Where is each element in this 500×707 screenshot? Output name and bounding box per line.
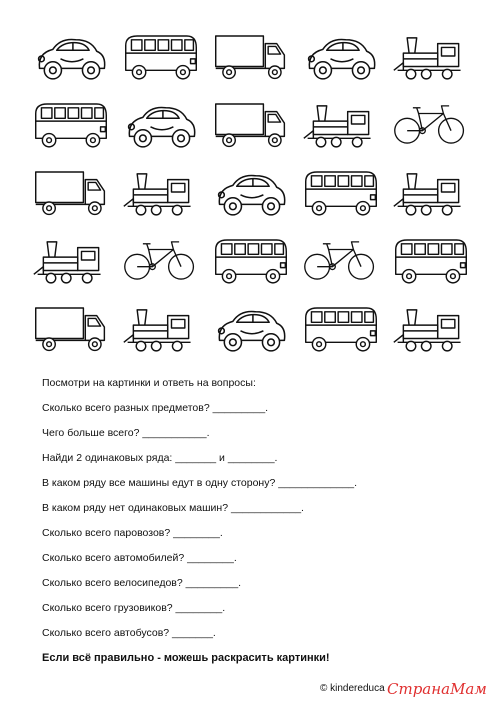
- train-icon: [386, 158, 476, 226]
- bus-icon: [206, 226, 296, 294]
- car-icon: [206, 158, 296, 226]
- bicycle-icon: [386, 90, 476, 158]
- question-item: Сколько всего автобусов? _______.: [42, 627, 216, 639]
- car-icon: [296, 22, 386, 90]
- truck-icon: [206, 22, 296, 90]
- car-icon: [116, 90, 206, 158]
- car-icon: [206, 294, 296, 362]
- instructions-text: Посмотри на картинки и ответь на вопросы:: [42, 377, 256, 389]
- truck-icon: [206, 90, 296, 158]
- car-icon: [26, 22, 116, 90]
- question-item: Сколько всего грузовиков? ________.: [42, 602, 226, 614]
- train-icon: [116, 158, 206, 226]
- bicycle-icon: [116, 226, 206, 294]
- bus-icon: [296, 294, 386, 362]
- vehicle-picture-grid: [26, 22, 476, 362]
- watermark-logo: СтранаМам: [387, 680, 487, 698]
- truck-icon: [26, 158, 116, 226]
- bus-icon: [296, 158, 386, 226]
- train-icon: [386, 22, 476, 90]
- closing-instruction: Если всё правильно - можешь раскрасить картинки!: [42, 652, 330, 664]
- train-icon: [116, 294, 206, 362]
- question-item: Сколько всего паровозов? ________.: [42, 527, 223, 539]
- bicycle-icon: [296, 226, 386, 294]
- bus-icon: [386, 226, 476, 294]
- truck-icon: [26, 294, 116, 362]
- bus-icon: [26, 90, 116, 158]
- question-item: Найди 2 одинаковых ряда: _______ и ________.: [42, 452, 278, 464]
- question-item: Сколько всего автомобилей? ________.: [42, 552, 237, 564]
- question-item: Сколько всего разных предметов? _________.: [42, 402, 269, 414]
- bus-icon: [116, 22, 206, 90]
- question-item: Сколько всего велосипедов? _________.: [42, 577, 242, 589]
- question-item: В каком ряду все машины едут в одну сторону? _____________.: [42, 477, 358, 489]
- question-item: Чего больше всего? ___________.: [42, 427, 210, 439]
- question-item: В каком ряду нет одинаковых машин? ____________.: [42, 502, 304, 514]
- train-icon: [296, 90, 386, 158]
- train-icon: [386, 294, 476, 362]
- copyright-footer: © kindereduca: [320, 683, 385, 694]
- train-icon: [26, 226, 116, 294]
